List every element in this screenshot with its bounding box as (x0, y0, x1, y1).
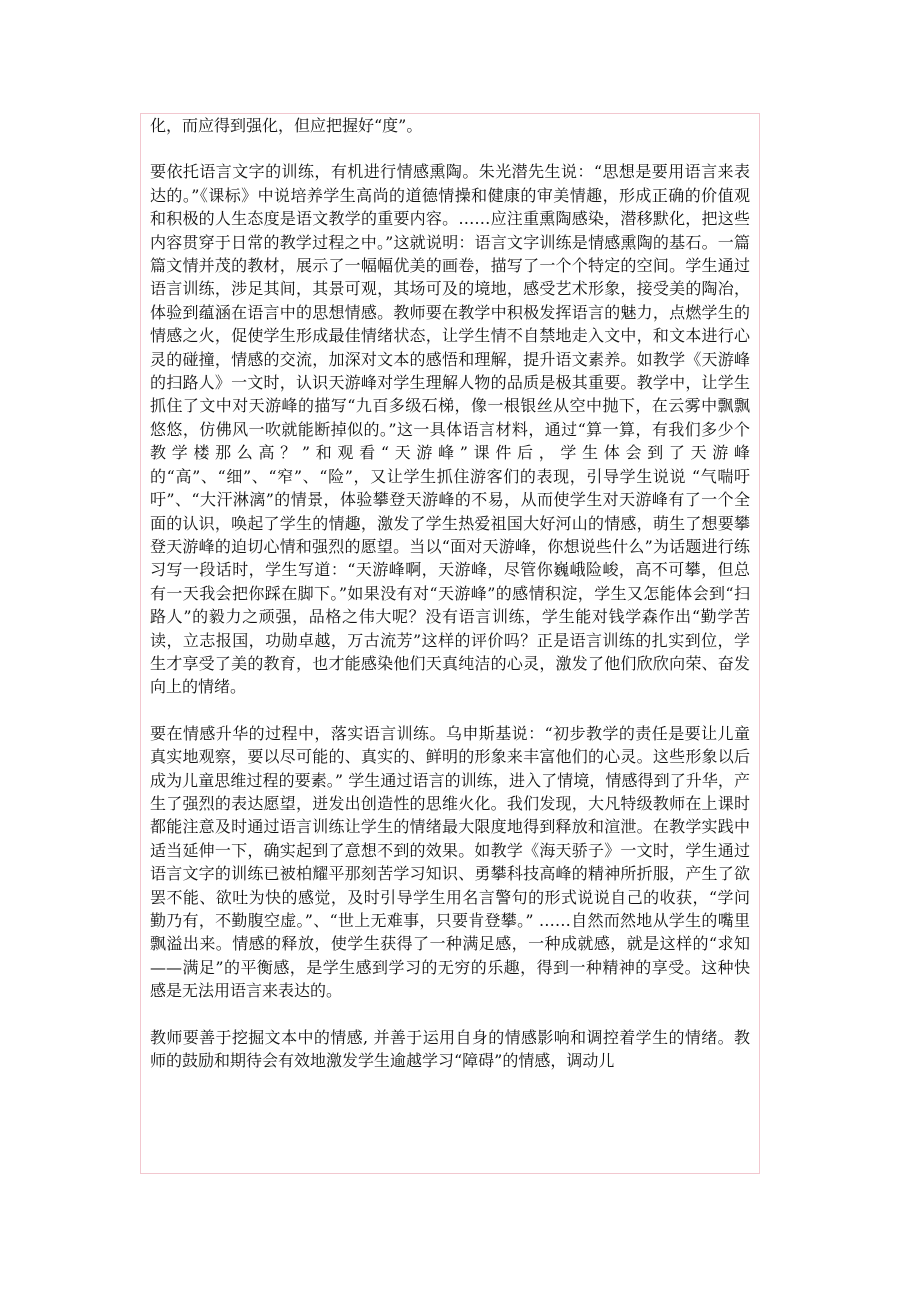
paragraph-4: 教师要善于挖掘文本中的情感, 并善于运用自身的情感影响和调控着学生的情绪。教师的鼓励和期待会有效地激发学生逾越学习“障碍”的情感，调动儿 (150, 1027, 750, 1071)
document-body (150, 114, 750, 1072)
paragraph-spacer (150, 137, 750, 160)
paragraph-2: 要依托语言文字的训练，有机进行情感熏陶。朱光潜先生说：“思想是要用语言来表达的。”《课标》中说培养学生高尚的道德情操和健康的审美情趣，形成正确的价值观和积极的人生态度是语文教学的重要内容。……应注重熏陶感染，潜移默化，把这些内容贯穿于日常的教学过程之中。”这就说明：语言文字训练是情感熏陶的基石。一篇篇文情并茂的教材，展示了一幅幅优美的画卷，描写了一个个特定的空间。学生通过语言训练，涉足其间，其景可观，其场可及的境地，感受艺术形象，接受美的陶冶，体验到蕴涵在语言中的思想情感。教师要在教学中积极发挥语言的魅力，点燃学生的情感之火，促使学生形成最佳情绪状态，让学生情不自禁地走入文中，和文本进行心灵的碰撞，情感的交流，加深对文本的感悟和理解，提升语文素养。如教学《天游峰的扫路人》一文时，认识天游峰对学生理解人物的品质是极其重要。教学中，让学生抓住了文中对天游峰的描写“九百多级石梯，像一根银丝从空中抛下，在云雾中飘飘悠悠，仿佛风一吹就能断掉似的。”这一具体语言材料，通过“算一算，有我们多少个教学楼那么高？”和观看“天游峰”课件后，学生体会到了天游峰的“高”、“细”、“窄”、“险”，又让学生抓住游客们的表现，引导学生说说 “气喘吁吁”、“大汗淋漓”的情景，体验攀登天游峰的不易，从而使学生对天游峰有了一个全面的认识，唤起了学生的情趣，激发了学生热爱祖国大好河山的情感，萌生了想要攀登天游峰的迫切心情和强烈的愿望。当以“面对天游峰，你想说些什么”为话题进行练习写一段话时，学生写道：“天游峰啊，天游峰，尽管你巍峨险峻，高不可攀，但总有一天我会把你踩在脚下。”如果没有对“天游峰”的感情积淀，学生又怎能体会到“扫路人”的毅力之顽强，品格之伟大呢？没有语言训练，学生能对钱学森作出“勤学苦读，立志报国，功勋卓越，万古流芳”这样的评价吗？正是语言训练的扎实到位，学生才享受了美的教育，也才能感染他们天真纯洁的心灵，激发了他们欣欣向荣、奋发向上的情绪。 (150, 162, 750, 697)
paragraph-spacer (150, 699, 750, 722)
paragraph-3: 要在情感升华的过程中，落实语言训练。乌申斯基说：“初步教学的责任是要让儿童真实地观察，要以尽可能的、真实的、鲜明的形象来丰富他们的心灵。这些形象以后成为儿童思维过程的要素。” 学生通过语言的训练，进入了情境，情感得到了升华，产生了强烈的表达愿望，迸发出创造性的思维火化。我们发现，大凡特级教师在上课时都能注意及时通过语言训练让学生的情绪最大限度地得到释放和渲泄。在教学实践中适当延伸一下，确实起到了意想不到的效果。如教学《海天骄子》一文时，学生通过语言文字的训练已被柏耀平那刻苦学习知识、勇攀科技高峰的精神所折服，产生了欲罢不能、欲吐为快的感觉，及时引导学生用名言警句的形式说说自己的收获，“学问勤乃有，不勤腹空虚。”、“世上无难事，只要肯登攀。” ……自然而然地从学生的嘴里飘溢出来。情感的释放，使学生获得了一种满足感，一种成就感，就是这样的“求知——满足”的平衡感，是学生感到学习的无穷的乐趣，得到一种精神的享受。这种快感是无法用语言来表达的。 (150, 723, 750, 1001)
paragraph-1: 化，而应得到强化，但应把握好“度”。 (150, 116, 423, 135)
paragraph-spacer (150, 1003, 750, 1026)
